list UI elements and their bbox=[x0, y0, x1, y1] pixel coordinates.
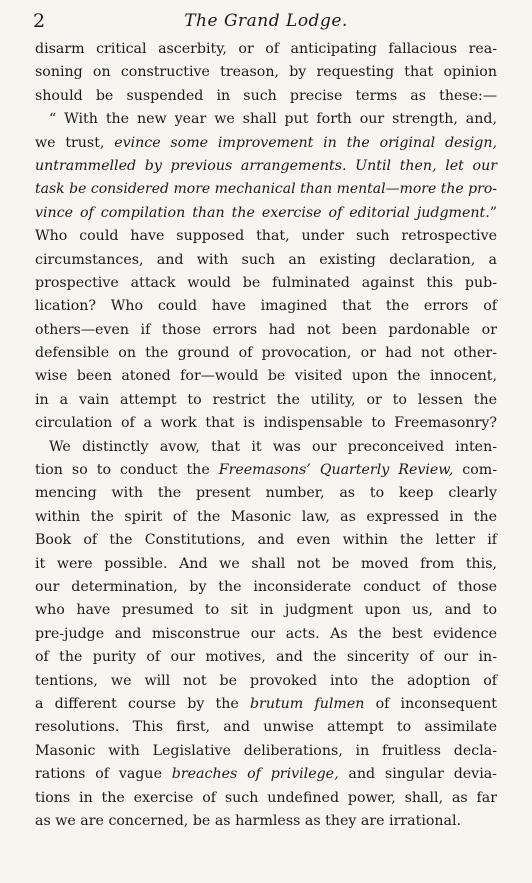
text-line bbox=[35, 272, 497, 295]
text-line bbox=[35, 716, 497, 739]
italic-text: Freemasons’ Quarterly Review, bbox=[218, 462, 454, 479]
text-span: mencing with the present number, as to keep clearly bbox=[35, 485, 497, 502]
text-line bbox=[35, 599, 497, 622]
text-span: prospective attack would be fulminated against this pub- bbox=[35, 274, 497, 291]
text-span: lication? Who could have imagined that the errors of bbox=[35, 298, 497, 315]
text-line bbox=[35, 38, 497, 61]
text-line bbox=[35, 85, 497, 108]
text-span: of the purity of our motives, and the sincerity of our in- bbox=[35, 649, 497, 666]
text-span: our determination, by the inconsiderate conduct of those bbox=[35, 578, 497, 595]
text-span: of inconsequent bbox=[364, 695, 497, 712]
text-span: pre-judge and misconstrue our acts. As the best evidence bbox=[35, 625, 497, 642]
text-span: resolutions. This first, and unwise attempt to assimilate bbox=[35, 719, 497, 736]
text-line bbox=[35, 810, 497, 833]
running-title: The Grand Lodge. bbox=[184, 11, 348, 31]
italic-text: breaches of privilege, bbox=[171, 766, 339, 783]
text-line bbox=[35, 459, 497, 482]
text-span: within the spirit of the Masonic law, as expressed in the bbox=[35, 508, 497, 525]
text-span: Book of the Constitutions, and even within the letter if bbox=[35, 532, 497, 549]
text-line bbox=[35, 249, 497, 272]
text-span: in a vain attempt to restrict the utility, or to lessen the bbox=[35, 391, 497, 408]
italic-text: task be considered more mechanical than mental—more the pro- bbox=[35, 181, 497, 198]
text-span: We distinctly avow, that it was our preconceived inten- bbox=[49, 438, 497, 455]
text-span: “ With the new year we shall put forth our strength, and, bbox=[49, 111, 497, 128]
italic-text: brutum fulmen bbox=[249, 695, 365, 712]
text-span: should be suspended in such precise terms as these:— bbox=[35, 87, 497, 104]
text-span: circumstances, and with such an existing declaration, a bbox=[35, 251, 497, 268]
text-span: tion so to conduct the bbox=[35, 462, 219, 479]
text-line bbox=[35, 670, 497, 693]
italic-text: evince some improvement in the original design, bbox=[114, 134, 497, 151]
text-span: tentions, we will not be provoked into the adoption of bbox=[35, 672, 497, 689]
text-line bbox=[35, 132, 497, 155]
text-line bbox=[35, 646, 497, 669]
italic-text: untrammelled by previous arrangements. Until then, let our bbox=[35, 157, 497, 174]
text-span: circulation of a work that is indispensable to Freemasonry? bbox=[35, 415, 497, 432]
text-span: others—even if those errors had not been pardonable or bbox=[35, 321, 497, 338]
text-line bbox=[35, 295, 497, 318]
text-line bbox=[35, 412, 497, 435]
text-span: we trust, bbox=[35, 134, 115, 151]
text-span: Masonic with Legislative deliberations, in fruitless decla- bbox=[35, 742, 497, 759]
text-line bbox=[35, 763, 497, 786]
text-line bbox=[35, 693, 497, 716]
text-line bbox=[35, 482, 497, 505]
page-header bbox=[0, 10, 532, 36]
text-line bbox=[35, 436, 497, 459]
text-line bbox=[35, 506, 497, 529]
text-line bbox=[35, 389, 497, 412]
text-line bbox=[35, 319, 497, 342]
text-span: and singular devia- bbox=[338, 766, 497, 783]
text-span: it were possible. And we shall not be moved from this, bbox=[35, 555, 497, 572]
text-span: ” bbox=[489, 204, 497, 221]
text-line bbox=[35, 178, 497, 201]
text-line bbox=[35, 108, 497, 131]
text-line bbox=[35, 623, 497, 646]
text-line bbox=[35, 787, 497, 810]
text-line bbox=[35, 553, 497, 576]
text-line bbox=[35, 225, 497, 248]
italic-text: vince of compilation than the exercise of editorial judgment. bbox=[35, 204, 490, 221]
text-span: disarm critical ascerbity, or of anticipating fallacious rea- bbox=[35, 41, 497, 57]
text-line bbox=[35, 342, 497, 365]
text-line bbox=[35, 155, 497, 178]
text-line bbox=[35, 202, 497, 225]
text-line bbox=[35, 740, 497, 763]
text-span: a different course by the bbox=[35, 695, 250, 712]
text-line bbox=[35, 61, 497, 84]
body-text bbox=[35, 38, 497, 833]
text-span: wise been atoned for—would be visited upon the innocent, bbox=[35, 368, 497, 385]
text-span: defensible on the ground of provocation, or had not other- bbox=[35, 345, 497, 362]
text-line bbox=[35, 529, 497, 552]
text-span: who have presumed to sit in judgment upon us, and to bbox=[35, 602, 497, 619]
page-number: 2 bbox=[33, 10, 46, 32]
text-span: soning on constructive treason, by requesting that opinion bbox=[35, 64, 497, 81]
text-span: as we are concerned, be as harmless as they are irrational. bbox=[35, 812, 462, 829]
text-line bbox=[35, 576, 497, 599]
text-span: rations of vague bbox=[35, 766, 172, 783]
text-span: Who could have supposed that, under such retrospective bbox=[35, 228, 497, 245]
text-span: com- bbox=[453, 462, 498, 479]
text-span: tions in the exercise of such undefined power, shall, as far bbox=[35, 789, 497, 806]
text-line bbox=[35, 365, 497, 388]
